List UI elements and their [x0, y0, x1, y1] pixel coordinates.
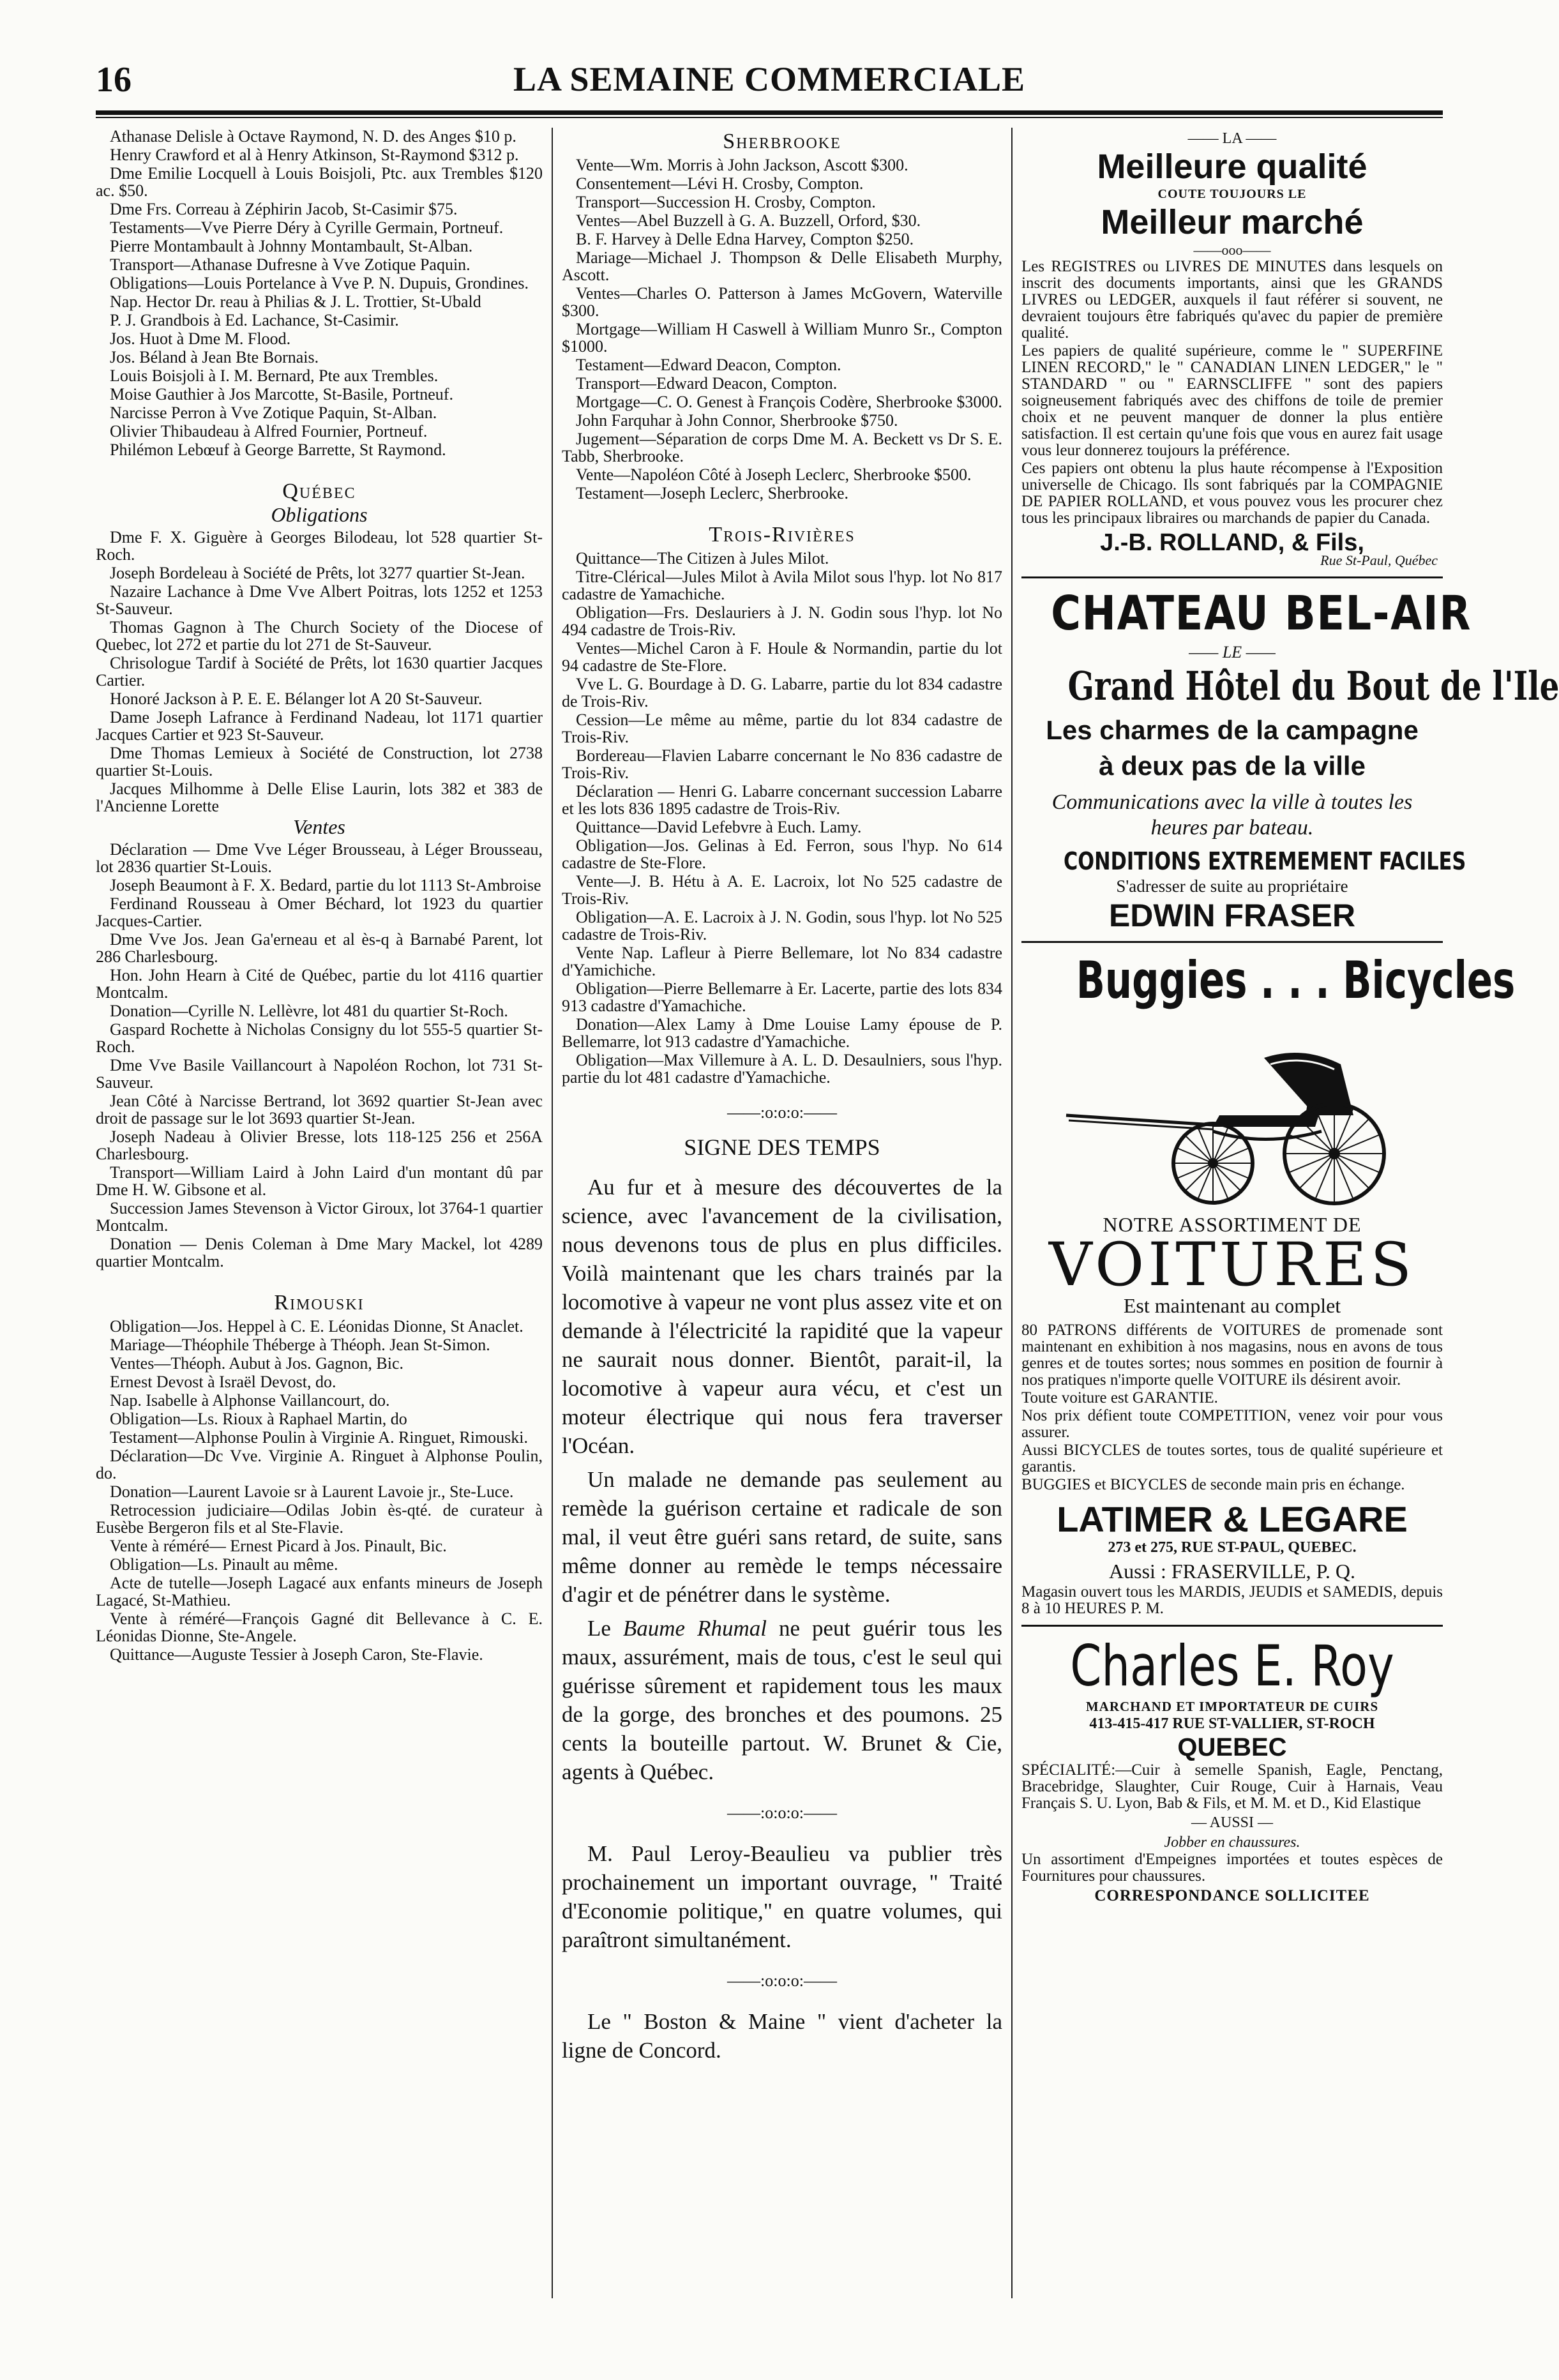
- list-item: Dme Vve Jos. Jean Ga'erneau et al ès-q à Barnabé Parent, lot 286 Charlesbourg.: [96, 930, 543, 966]
- separator-2: ——:o:o:o:——: [727, 1804, 837, 1822]
- list-item: Hon. John Hearn à Cité de Québec, partie du lot 4116 quartier Montcalm.: [96, 966, 543, 1002]
- ad-charmes-line-1: Les charmes de la campagne: [1046, 715, 1419, 745]
- ad-meilleur-marche: Meilleur marché: [1101, 203, 1364, 241]
- list-item: Donation — Denis Coleman à Dme Mary Mackel, lot 4289 quartier Montcalm.: [96, 1235, 543, 1270]
- ad-divider: [1021, 1625, 1443, 1627]
- ad-voitures: VOITURES: [1048, 1230, 1416, 1300]
- list-item: John Farquhar à John Connor, Sherbrooke $750.: [576, 411, 898, 430]
- article-paragraph: [562, 1614, 1002, 1786]
- list-item: Chrisologue Tardif à Société de Prêts, lot 1630 quartier Jacques Cartier.: [96, 654, 543, 689]
- list-item: Donation—Alex Lamy à Dme Louise Lamy épouse de P. Bellemarre, lot 913 cadastre d'Yamachiche.: [562, 1015, 1002, 1051]
- list-item: Joseph Bordeleau à Société de Prêts, lot 3277 quartier St-Jean.: [110, 564, 525, 582]
- list-item: Testament—Joseph Leclerc, Sherbrooke.: [576, 484, 849, 502]
- list-item: Vente à réméré—François Gagné dit Bellevance à C. E. Léonidas Dionne, Ste-Angele.: [96, 1609, 543, 1645]
- list-item: Louis Boisjoli à I. M. Bernard, Pte aux Trembles.: [110, 366, 439, 385]
- list-item: Transport—William Laird à John Laird d'un montant dû par Dme H. W. Gibsone et al.: [96, 1163, 543, 1199]
- ad-jobber: Jobber en chaussures.: [1164, 1834, 1300, 1851]
- list-item: Ventes—Michel Caron à F. Houle & Normandin, partie du lot 94 cadastre de Ste-Flore.: [562, 639, 1002, 675]
- section-heading-sherbrooke: Sherbrooke: [723, 130, 841, 153]
- list-item: Bordereau—Flavien Labarre concernant le No 836 cadastre de Trois-Riv.: [562, 746, 1002, 782]
- list-item: Ventes—Charles O. Patterson à James McGovern, Waterville $300.: [562, 284, 1002, 320]
- trois-rivieres-list: [562, 550, 1002, 1086]
- list-item: Succession James Stevenson à Victor Giroux, lot 3764-1 quartier Montcalm.: [96, 1199, 543, 1235]
- ad-rolland-name: J.-B. ROLLAND, & Fils,: [1100, 529, 1364, 556]
- list-item: Obligations—Louis Portelance à Vve P. N. Dupuis, Grondines.: [110, 274, 529, 292]
- text-run: ne peut guérir tous les maux, assurément, mais de tous, c'est le seul qui guérisse sûrement et rapidement tous les maux de la gorge, des bronches et des poumons. 25 cents la bouteille partout. W. Brunet & Cie, agents à Québec.: [562, 1616, 1002, 1784]
- list-item: Vente—J. B. Hétu à A. E. Lacroix, lot No 525 cadastre de Trois-Riv.: [562, 872, 1002, 908]
- article-paragraph: M. Paul Leroy-Beaulieu va publier très prochainement un important ouvrage, " Traité d'Economie politique," en quatre volumes, qui paraîtront simultanément.: [562, 1841, 1002, 1952]
- ad-maintenant: Est maintenant au complet: [1123, 1294, 1341, 1317]
- rimouski-list: [96, 1318, 543, 1663]
- ad-paragraph: Les REGISTRES ou LIVRES DE MINUTES dans lesquels on inscrit des documents importants, ainsi que les GRANDS LIVRES ou LEDGER, auxquels il faut référer si souvent, ne devraient toujours être fabriqués qu'avec du papier de première qualité.: [1021, 258, 1443, 342]
- subheading-ventes: Ventes: [293, 815, 345, 838]
- col1-intro-list: [96, 128, 543, 458]
- list-item: Jacques Milhomme à Delle Elise Laurin, lots 382 et 383 de l'Ancienne Lorette: [96, 780, 543, 815]
- list-item: Joseph Nadeau à Olivier Bresse, lots 118-125 256 et 256A Charlesbourg.: [96, 1127, 543, 1163]
- list-item: Dme Frs. Correau à Zéphirin Jacob, St-Casimir $75.: [110, 200, 458, 218]
- article-boston-maine: [562, 2007, 1002, 2065]
- article-paragraph: Le " Boston & Maine " vient d'acheter la ligne de Concord.: [562, 2009, 1002, 2063]
- list-item: Testaments—Vve Pierre Déry à Cyrille Germain, Portneuf.: [110, 218, 504, 237]
- ad-aussi-fraserville: Aussi : FRASERVILLE, P. Q.: [1109, 1560, 1355, 1583]
- ad-roy-address: 413-415-417 RUE ST-VALLIER, ST-ROCH: [1089, 1715, 1375, 1732]
- quebec-ventes-list: [96, 841, 543, 1270]
- ad-quebec: QUEBEC: [1177, 1733, 1287, 1761]
- list-item: Dme Thomas Lemieux à Société de Construction, lot 2738 quartier St-Louis.: [96, 744, 543, 780]
- list-item: Déclaration—Dc Vve. Virginie A. Ringuet à Alphonse Poulin, do.: [96, 1447, 543, 1482]
- list-item: Nap. Hector Dr. reau à Philias & J. L. Trottier, St-Ubald: [110, 292, 481, 311]
- list-item: Donation—Cyrille N. Lellèvre, lot 481 du quartier St-Roch.: [110, 1002, 508, 1020]
- sherbrooke-list: [562, 156, 1002, 502]
- ad-paragraph: Aussi BICYCLES de toutes sortes, tous de qualité supérieure et garantis.: [1021, 1442, 1443, 1475]
- list-item: Vente à réméré— Ernest Picard à Jos. Pinault, Bic.: [110, 1537, 447, 1555]
- ad-comm-line-1: Communications avec la ville à toutes les: [1051, 790, 1413, 814]
- ad-rolland-papers: [1021, 130, 1443, 569]
- column-2: [562, 128, 1002, 2298]
- list-item: Gaspard Rochette à Nicholas Consigny du lot 555-5 quartier St-Roch.: [96, 1020, 543, 1056]
- ad-le: —— LE ——: [1189, 643, 1276, 661]
- list-item: Obligation—Jos. Heppel à C. E. Léonidas Dionne, St Anaclet.: [110, 1317, 523, 1336]
- list-item: Vve L. G. Bourdage à D. G. Labarre, partie du lot 834 cadastre de Trois-Riv.: [562, 675, 1002, 711]
- ad-paragraph: Les papiers de qualité supérieure, comme le " SUPERFINE LINEN RECORD," le " CANADIAN LINEN LEDGER," le " STANDARD " ou " EARNSCLIFFE " sont des papiers soigneusement fabriqués avec des chiffons de toile de premier choix et ne peuvent manquer de donner la plus entière satisfaction. Il est certain qu'une fois que vous en aurez fait usage vous leur donnerez toujours la préférence.: [1021, 342, 1443, 459]
- list-item: Pierre Montambault à Johnny Montambault, St-Alban.: [110, 237, 473, 255]
- list-item: Ferdinand Rousseau à Omer Béchard, lot 1923 du quartier Jacques-Cartier.: [96, 894, 543, 930]
- column-3-advertisements: [1021, 128, 1559, 2311]
- ad-aussi: — AUSSI —: [1191, 1814, 1274, 1831]
- list-item: Mariage—Michael J. Thompson & Delle Elisabeth Murphy, Ascott.: [562, 248, 1002, 284]
- quebec-obligations-list: [96, 529, 543, 815]
- list-item: B. F. Harvey à Delle Edna Harvey, Compton $250.: [576, 230, 914, 248]
- ad-paragraph: Magasin ouvert tous les MARDIS, JEUDIS et SAMEDIS, depuis 8 à 10 HEURES P. M.: [1021, 1583, 1443, 1617]
- list-item: Athanase Delisle à Octave Raymond, N. D. des Anges $10 p.: [110, 127, 516, 146]
- list-item: Philémon Lebœuf à George Barrette, St Raymond.: [110, 441, 446, 459]
- ad-paragraph: BUGGIES et BICYCLES de seconde main pris en échange.: [1021, 1476, 1405, 1493]
- ad-paragraph: Ces papiers ont obtenu la plus haute récompense à l'Exposition universelle de Chicago. Ils sont fabriqués par la COMPAGNIE DE PAPIER ROLLAND, et vous pouvez vous les procurer chez tous les principaux libraires ou marchands de papier du Canada.: [1021, 460, 1443, 527]
- article-title-signe-des-temps: SIGNE DES TEMPS: [684, 1134, 880, 1160]
- list-item: Obligation—Ls. Pinault au même.: [110, 1555, 338, 1574]
- list-item: Obligation—Jos. Gelinas à Ed. Ferron, sous l'hyp. No 614 cadastre de Ste-Flore.: [562, 836, 1002, 872]
- list-item: Nazaire Lachance à Dme Vve Albert Poitras, lots 1252 et 1253 St-Sauveur.: [96, 582, 543, 618]
- section-heading-trois-rivieres: Trois-Rivières: [709, 523, 855, 546]
- list-item: Obligation—Frs. Deslauriers à J. N. Godin sous l'hyp. lot No 494 cadastre de Trois-Riv.: [562, 603, 1002, 639]
- list-item: Quittance—Auguste Tessier à Joseph Caron, Ste-Flavie.: [110, 1645, 483, 1664]
- ad-latimer-name: LATIMER & LEGARE: [1057, 1499, 1408, 1539]
- list-item: Transport—Athanase Dufresne à Vve Zotique Paquin.: [110, 255, 471, 274]
- list-item: Jean Côté à Narcisse Bertrand, lot 3692 quartier St-Jean avec droit de passage sur le lot 3693 quartier St-Jean.: [96, 1092, 543, 1127]
- ad-chateau-bel-air: [1021, 586, 1559, 933]
- article-paragraph: Au fur et à mesure des découvertes de la science, avec l'avancement de la civilisation, nous devenons tous de plus en plus difficiles. Voilà maintenant que les chars trainés par la locomotive à vapeur ne vont plus assez vite et on demande à l'électricité la rapidité que la vapeur ne saurait nous donner. Bientôt, parait-il, la locomotive à vapeur aura vécu, et c'est un moteur électrique qui nous fera traverser l'Océan.: [562, 1175, 1002, 1458]
- ad-marchand: MARCHAND ET IMPORTATEUR DE CUIRS: [1085, 1699, 1379, 1714]
- section-heading-quebec: Québec: [282, 479, 356, 503]
- ad-edwin-fraser: EDWIN FRASER: [1108, 898, 1356, 933]
- list-item: Dme Vve Basile Vaillancourt à Napoléon Rochon, lot 731 St-Sauveur.: [96, 1056, 543, 1092]
- list-item: Jos. Béland à Jean Bte Bornais.: [110, 348, 319, 366]
- text-run: Le: [587, 1616, 623, 1641]
- list-item: Vente—Wm. Morris à John Jackson, Ascott $300.: [576, 156, 908, 174]
- list-item: Quittance—The Citizen à Jules Milot.: [576, 549, 829, 568]
- ad-charles-roy: [1021, 1634, 1443, 1904]
- separator-1: ——:o:o:o:——: [727, 1103, 837, 1122]
- ad-paragraph: Nos prix défient toute COMPETITION, venez voir pour vous assurer.: [1021, 1407, 1443, 1441]
- list-item: Honoré Jackson à P. E. E. Bélanger lot A 20 St-Sauveur.: [110, 689, 483, 708]
- article-signe-des-temps: [562, 1173, 1002, 1786]
- masthead: [96, 54, 1443, 105]
- list-item: Cession—Le même au même, partie du lot 834 cadastre de Trois-Riv.: [562, 711, 1002, 746]
- ad-paragraph: 80 PATRONS différents de VOITURES de promenade sont maintenant en exhibition à nos magasins, nous en avons de tous genres et de toutes sortes; nous sommes en position de fournir à nos pratiques n'importe quelle VOITURE ils désirent avoir.: [1021, 1322, 1443, 1389]
- list-item: Jos. Huot à Dme M. Flood.: [110, 329, 291, 348]
- masthead-rule-thick: [96, 110, 1443, 115]
- list-item: Déclaration — Dme Vve Léger Brousseau, à Léger Brousseau, lot 2836 quartier St-Louis.: [96, 840, 543, 876]
- list-item: Retrocession judiciaire—Odilas Jobin ès-qté. de curateur à Eusèbe Bergeron fils et al Ste-Flavie.: [96, 1501, 543, 1537]
- list-item: Mariage—Théophile Théberge à Théoph. Jean St-Simon.: [110, 1336, 490, 1354]
- column-1: [96, 128, 543, 2298]
- column-divider-2: [1011, 128, 1013, 2298]
- list-item: Joseph Beaumont à F. X. Bedard, partie du lot 1113 St-Ambroise: [110, 876, 541, 894]
- list-item: Quittance—David Lefebvre à Euch. Lamy.: [576, 818, 862, 836]
- list-item: Olivier Thibaudeau à Alfred Fournier, Portneuf.: [110, 422, 428, 441]
- list-item: Transport—Succession H. Crosby, Compton.: [576, 193, 876, 211]
- list-item: Déclaration — Henri G. Labarre concernant succession Labarre et les lots 836 1895 cadastre de Trois-Riv.: [562, 782, 1002, 818]
- list-item: Ernest Devost à Israël Devost, do.: [110, 1373, 336, 1391]
- page-number: 16: [96, 60, 132, 100]
- list-item: Vente Nap. Lafleur à Pierre Bellemare, lot No 834 cadastre d'Yamichiche.: [562, 944, 1002, 979]
- list-item: Consentement—Lévi H. Crosby, Compton.: [576, 174, 864, 193]
- ad-grand-hotel: Grand Hôtel du Bout de l'Ile: [1067, 663, 1559, 709]
- list-item: Obligation—Ls. Rioux à Raphael Martin, do: [110, 1410, 407, 1428]
- ad-rolland-address: Rue St-Paul, Québec: [1320, 552, 1438, 568]
- list-item: Mortgage—C. O. Genest à François Codère, Sherbrooke $3000.: [576, 393, 1002, 411]
- ad-chateau-title: CHATEAU BEL-AIR: [1051, 586, 1472, 641]
- column-divider-1: [552, 128, 553, 2298]
- ad-charmes-line-2: à deux pas de la ville: [1099, 751, 1366, 781]
- subheading-obligations: Obligations: [271, 503, 368, 526]
- list-item: Ventes—Théoph. Aubut à Jos. Gagnon, Bic.: [110, 1354, 404, 1373]
- ad-latimer-legare: [1021, 951, 1516, 1617]
- list-item: Dme Emilie Locquell à Louis Boisjoli, Ptc. aux Trembles $120 ac. $50.: [96, 164, 543, 200]
- ad-ornament: ——ooo——: [1193, 242, 1271, 258]
- ad-conditions: CONDITIONS EXTREMEMENT FACILES: [1064, 847, 1466, 875]
- article-paragraph: Un malade ne demande pas seulement au remède la guérison certaine et radicale de son mal, il veut être guéri sans retard, de suite, sans même donner au remède le temps nécessaire d'agir et de pénétrer dans le système.: [562, 1467, 1002, 1607]
- list-item: P. J. Grandbois à Ed. Lachance, St-Casimir.: [110, 311, 399, 329]
- list-item: Obligation—Pierre Bellemarre à Er. Lacerte, partie des lots 834 913 cadastre d'Yamachiche.: [562, 979, 1002, 1015]
- ad-paragraph: Un assortiment d'Empeignes importées et toutes espèces de Fournitures pour chaussures.: [1021, 1851, 1443, 1885]
- list-item: Donation—Laurent Lavoie sr à Laurent Lavoie jr., Ste-Luce.: [110, 1482, 514, 1501]
- ad-communications: [1021, 790, 1443, 841]
- ad-paragraph: Toute voiture est GARANTIE.: [1021, 1389, 1218, 1406]
- list-item: Acte de tutelle—Joseph Lagacé aux enfants mineurs de Joseph Lagacé, St-Mathieu.: [96, 1574, 543, 1609]
- ad-la: —— LA ——: [1187, 130, 1277, 147]
- ad-latimer-address: 273 et 275, RUE ST-PAUL, QUEBEC.: [1108, 1539, 1357, 1556]
- list-item: Nap. Isabelle à Alphonse Vaillancourt, do.: [110, 1391, 390, 1410]
- list-item: Vente—Napoléon Côté à Joseph Leclerc, Sherbrooke $500.: [576, 465, 972, 484]
- ad-divider: [1021, 941, 1443, 943]
- list-item: Thomas Gagnon à The Church Society of the Diocese of Quebec, lot 272 et partie du lot 271 de St-Sauveur.: [96, 618, 543, 654]
- list-item: Testament—Alphonse Poulin à Virginie A. Ringuet, Rimouski.: [110, 1428, 529, 1447]
- list-item: Ventes—Abel Buzzell à G. A. Buzzell, Orford, $30.: [576, 211, 921, 230]
- separator-3: ——:o:o:o:——: [727, 1971, 837, 1990]
- ad-sadresser: S'adresser de suite au propriétaire: [1116, 877, 1348, 896]
- ad-paragraph: SPÉCIALITÉ:—Cuir à semelle Spanish, Eagle, Penctang, Bracebridge, Slaughter, Cuir Rouge, Cuir à Harnais, Veau Français S. U. Lyon, Bab & Fils, et M. M. et D., Kid Elastique: [1021, 1761, 1443, 1812]
- list-item: Dame Joseph Lafrance à Ferdinand Nadeau, lot 1171 quartier Jacques Cartier et 923 St-Sauveur.: [96, 708, 543, 744]
- list-item: Narcisse Perron à Vve Zotique Paquin, St-Alban.: [110, 403, 437, 422]
- list-item: Transport—Edward Deacon, Compton.: [576, 374, 838, 393]
- ad-divider: [1021, 576, 1443, 578]
- list-item: Moise Gauthier à Jos Marcotte, St-Basile, Portneuf.: [110, 385, 453, 403]
- ad-correspondance: CORRESPONDANCE SOLLICITEE: [1094, 1887, 1370, 1904]
- ad-coute-toujours: COUTE TOUJOURS LE: [1157, 187, 1307, 201]
- ad-buggies-bicycles: Buggies . . . Bicycles: [1076, 951, 1516, 1010]
- section-heading-rimouski: Rimouski: [274, 1291, 365, 1314]
- ad-comm-line-2: heures par bateau.: [1150, 816, 1314, 840]
- ad-notre-assortiment: NOTRE ASSORTIMENT DE: [1103, 1213, 1362, 1236]
- buggy-illustration-icon: [1053, 1020, 1411, 1211]
- ad-meilleure-qualite: Meilleure qualité: [1097, 147, 1367, 186]
- ad-charles-roy-name: Charles E. Roy: [1070, 1633, 1394, 1699]
- publication-title: LA SEMAINE COMMERCIALE: [513, 60, 1026, 98]
- product-name-baume-rhumal: Baume Rhumal: [622, 1616, 767, 1641]
- list-item: Titre-Clérical—Jules Milot à Avila Milot sous l'hyp. lot No 817 cadastre de Yamachiche.: [562, 568, 1002, 603]
- list-item: Testament—Edward Deacon, Compton.: [576, 356, 841, 374]
- article-leroy-beaulieu: [562, 1839, 1002, 1954]
- masthead-rule-thin: [96, 117, 1443, 118]
- list-item: Obligation—A. E. Lacroix à J. N. Godin, sous l'hyp. lot No 525 cadastre de Trois-Riv.: [562, 908, 1002, 944]
- list-item: Dme F. X. Giguère à Georges Bilodeau, lot 528 quartier St-Roch.: [96, 528, 543, 564]
- list-item: Obligation—Max Villemure à A. L. D. Desaulniers, sous l'hyp. partie du lot 481 cadastre d'Yamachiche.: [562, 1051, 1002, 1087]
- list-item: Jugement—Séparation de corps Dme M. A. Beckett vs Dr S. E. Tabb, Sherbrooke.: [562, 430, 1002, 465]
- list-item: Henry Crawford et al à Henry Atkinson, St-Raymond $312 p.: [110, 146, 519, 164]
- list-item: Mortgage—William H Caswell à William Munro Sr., Compton $1000.: [562, 320, 1002, 356]
